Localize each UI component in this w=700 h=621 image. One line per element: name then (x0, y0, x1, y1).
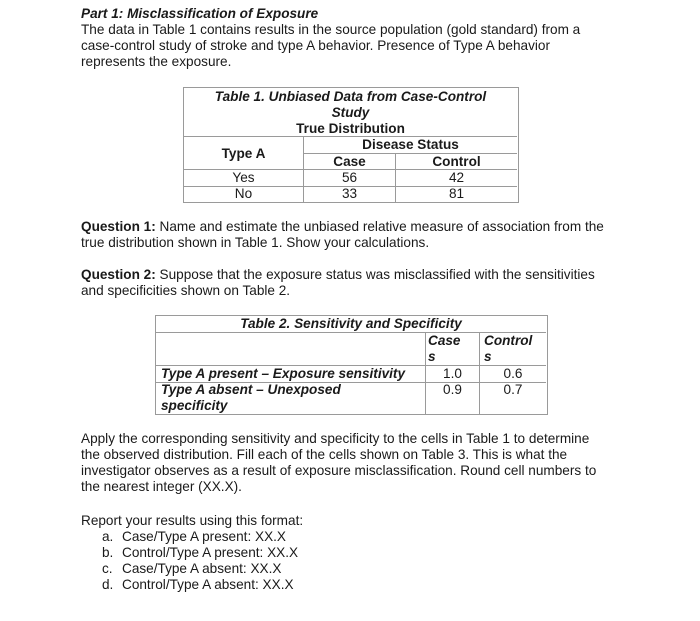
column-header-cases-line1: Case (428, 333, 461, 348)
row-label-type-a-present: Type A present – Exposure sensitivity (161, 366, 406, 381)
question-2-text-cont: and specificities shown on Table 2. (81, 283, 291, 298)
instructions-line: investigator observes as a result of exposure misclassification. Round cell numbers to (81, 463, 597, 478)
intro-line: represents the exposure. (81, 54, 232, 69)
row-label-type-a-absent-line1: Type A absent – Unexposed (161, 382, 341, 397)
report-intro: Report your results using this format: (81, 513, 304, 528)
instructions (81, 431, 641, 495)
cell-absent-cases: 0.9 (443, 382, 462, 397)
intro-line: The data in Table 1 contains results in the source population (gold standard) from a (81, 22, 581, 37)
column-header-controls-line2: s (484, 349, 492, 364)
list-marker: c. (102, 561, 113, 576)
column-header-cases (428, 333, 478, 365)
cell-yes-control: 42 (448, 170, 465, 185)
instructions-line: the observed distribution. Fill each of the cells shown on Table 3. This is what the (81, 447, 568, 462)
cell-present-controls: 0.6 (503, 366, 523, 381)
question-1-text: Name and estimate the unbiased relative measure of association from the (155, 219, 604, 234)
row-header-type-a: Type A (221, 146, 266, 161)
question-1-label: Question 1: (81, 219, 156, 234)
table-2-caption: Table 2. Sensitivity and Specificity (240, 316, 462, 331)
cell-yes-case: 56 (341, 170, 358, 185)
column-header-cases-line2: s (428, 349, 436, 364)
intro-section (81, 6, 641, 70)
column-header-controls-line1: Control (484, 333, 533, 348)
table-2 (155, 315, 548, 415)
list-marker: b. (102, 545, 114, 560)
row-label-type-a-absent (161, 382, 341, 414)
list-item-text: Case/Type A present: XX.X (122, 529, 286, 544)
list-item-text: Case/Type A absent: XX.X (122, 561, 282, 576)
table-1 (183, 87, 519, 203)
list-item (81, 545, 298, 561)
cell-present-cases: 1.0 (443, 366, 462, 381)
report-format-list (81, 529, 298, 593)
question-1 (81, 219, 641, 251)
list-item (81, 529, 298, 545)
list-item-text: Control/Type A absent: XX.X (122, 577, 294, 592)
cell-no-case: 33 (341, 186, 358, 201)
part-heading: Part 1: Misclassification of Exposure (81, 6, 319, 21)
list-item (81, 577, 298, 593)
intro-line: case-control study of stroke and type A behavior. Presence of Type A behavior (81, 38, 551, 53)
table-1-caption: Table 1. Unbiased Data from Case-Control (214, 89, 487, 104)
question-2-label: Question 2: (81, 267, 156, 282)
instructions-line: the nearest integer (XX.X). (81, 479, 242, 494)
list-marker: d. (102, 577, 114, 592)
group-header-disease-status: Disease Status (362, 137, 459, 152)
row-label-type-a-absent-line2: specificity (161, 398, 228, 413)
question-2-text: Suppose that the exposure status was misclassified with the sensitivities (155, 267, 595, 282)
row-label-no: No (234, 186, 253, 201)
list-item-text: Control/Type A present: XX.X (122, 545, 299, 560)
column-header-case: Case (333, 154, 366, 169)
list-marker: a. (102, 529, 114, 544)
table-1-caption-cont: Study (331, 105, 370, 120)
cell-absent-controls: 0.7 (503, 382, 523, 397)
instructions-line: Apply the corresponding sensitivity and specificity to the cells in Table 1 to determine (81, 431, 590, 446)
cell-no-control: 81 (448, 186, 465, 201)
row-label-yes: Yes (232, 170, 255, 185)
column-header-controls (484, 333, 546, 365)
column-header-control: Control (432, 154, 481, 169)
question-2 (81, 267, 641, 299)
question-1-text-cont: true distribution shown in Table 1. Show your calculations. (81, 235, 430, 250)
list-item (81, 561, 298, 577)
table-1-subcaption: True Distribution (296, 121, 405, 136)
